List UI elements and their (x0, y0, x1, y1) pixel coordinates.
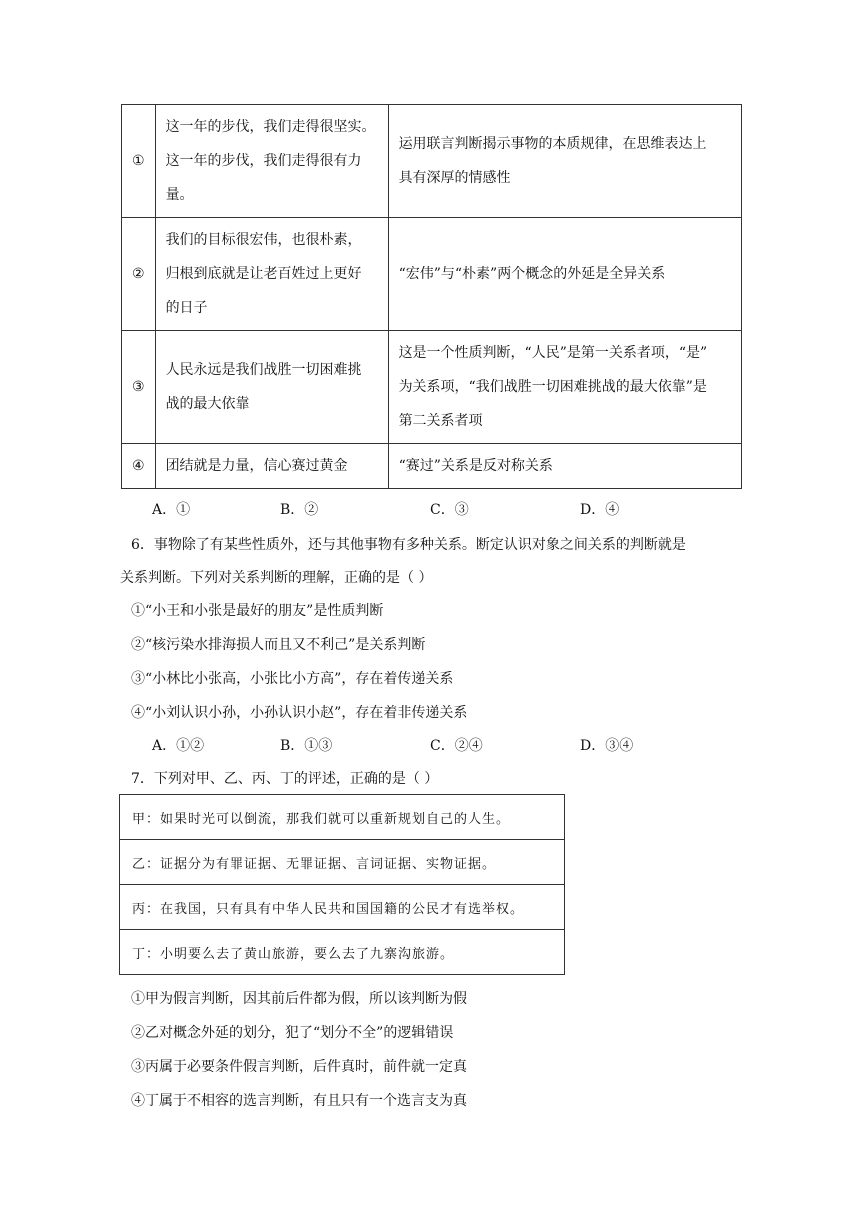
box-statement: 丙：在我国，只有具有中华人民共和国国籍的公民才有选举权。 (120, 885, 565, 930)
option-b[interactable]: B．①③ (280, 738, 333, 754)
box-statement: 甲：如果时光可以倒流，那我们就可以重新规划自己的人生。 (120, 795, 565, 840)
statement-line: 团结就是力量，信心赛过黄金 (165, 458, 348, 474)
statement-cell (155, 331, 388, 444)
option-a[interactable]: A．①② (152, 738, 205, 754)
question-6-item: ②“核污染水排海损人而且又不利己”是关系判断 (131, 637, 426, 653)
question-6-stem-cont: 关系判断。下列对关系判断的理解，正确的是（ ） (120, 570, 433, 586)
box-statement: 乙：证据分为有罪证据、无罪证据、言词证据、实物证据。 (120, 840, 565, 885)
table-row (122, 331, 742, 444)
option-c[interactable]: C．③ (430, 502, 469, 518)
statement-cell (155, 105, 388, 218)
statement-line: 量。 (165, 187, 194, 203)
statement-line: 归根到底就是让老百姓过上更好 (165, 266, 362, 282)
question-6-item: ③“小林比小张高，小张比小方高”，存在着传递关系 (131, 671, 454, 687)
option-d[interactable]: D．③④ (580, 738, 634, 754)
option-b[interactable]: B．② (280, 502, 319, 518)
statement-line: 这一年的步伐，我们走得很坚实。 (165, 119, 376, 135)
box-row (120, 885, 565, 930)
box-statement: 丁：小明要么去了黄山旅游，要么去了九寨沟旅游。 (120, 930, 565, 975)
comment-line: 为关系项，“我们战胜一切困难挑战的最大依靠”是 (398, 379, 707, 395)
option-d[interactable]: D．④ (580, 502, 620, 518)
question-7-item: ③丙属于必要条件假言判断，后件真时，前件就一定真 (131, 1059, 467, 1075)
row-number: ② (122, 218, 156, 331)
table-row (122, 444, 742, 489)
question-6-item: ④“小刘认识小孙，小孙认识小赵”，存在着非传递关系 (131, 705, 468, 721)
question-7-item: ④丁属于不相容的选言判断，有且只有一个选言支为真 (131, 1093, 467, 1109)
comment-line: 第二关系者项 (398, 413, 483, 429)
comment-cell (388, 105, 741, 218)
statement-line: 的日子 (165, 300, 208, 316)
comment-cell (388, 444, 741, 489)
question-7-item: ①甲为假言判断，因其前后件都为假，所以该判断为假 (131, 991, 467, 1007)
statement-line: 这一年的步伐，我们走得很有力 (165, 153, 362, 169)
row-number: ③ (122, 331, 156, 444)
box-row (120, 930, 565, 975)
box-row (120, 840, 565, 885)
row-number: ① (122, 105, 156, 218)
table-row (122, 105, 742, 218)
option-a[interactable]: A．① (152, 502, 191, 518)
question-6-item: ①“小王和小张是最好的朋友”是性质判断 (131, 603, 384, 619)
statement-cell (155, 444, 388, 489)
option-c[interactable]: C．②④ (430, 738, 483, 754)
comment-line: 运用联言判断揭示事物的本质规律，在思维表达上 (398, 136, 707, 152)
statement-cell (155, 218, 388, 331)
comment-line: “宏伟”与“朴素”两个概念的外延是全异关系 (398, 266, 666, 282)
comment-cell (388, 218, 741, 331)
box-row (120, 795, 565, 840)
table-row (122, 218, 742, 331)
comment-line: 这是一个性质判断，“人民”是第一关系者项，“是” (398, 345, 708, 361)
statement-line: 我们的目标很宏伟，也很朴素， (165, 232, 362, 248)
comment-line: 具有深厚的情感性 (398, 170, 511, 186)
question-7-stem: 7．下列对甲、乙、丙、丁的评述，正确的是（ ） (131, 771, 439, 787)
question-7-item: ②乙对概念外延的划分，犯了“划分不全”的逻辑错误 (131, 1025, 454, 1041)
statement-line: 人民永远是我们战胜一切困难挑 (165, 362, 362, 378)
comment-cell (388, 331, 741, 444)
statements-table (121, 104, 742, 489)
question-6-stem: 6．事物除了有某些性质外，还与其他事物有多种关系。断定认识对象之间关系的判断就是 (131, 537, 686, 553)
statement-line: 战的最大依靠 (165, 396, 250, 412)
row-number: ④ (122, 444, 156, 489)
comment-line: “赛过”关系是反对称关系 (398, 458, 553, 474)
statements-box (119, 794, 565, 975)
